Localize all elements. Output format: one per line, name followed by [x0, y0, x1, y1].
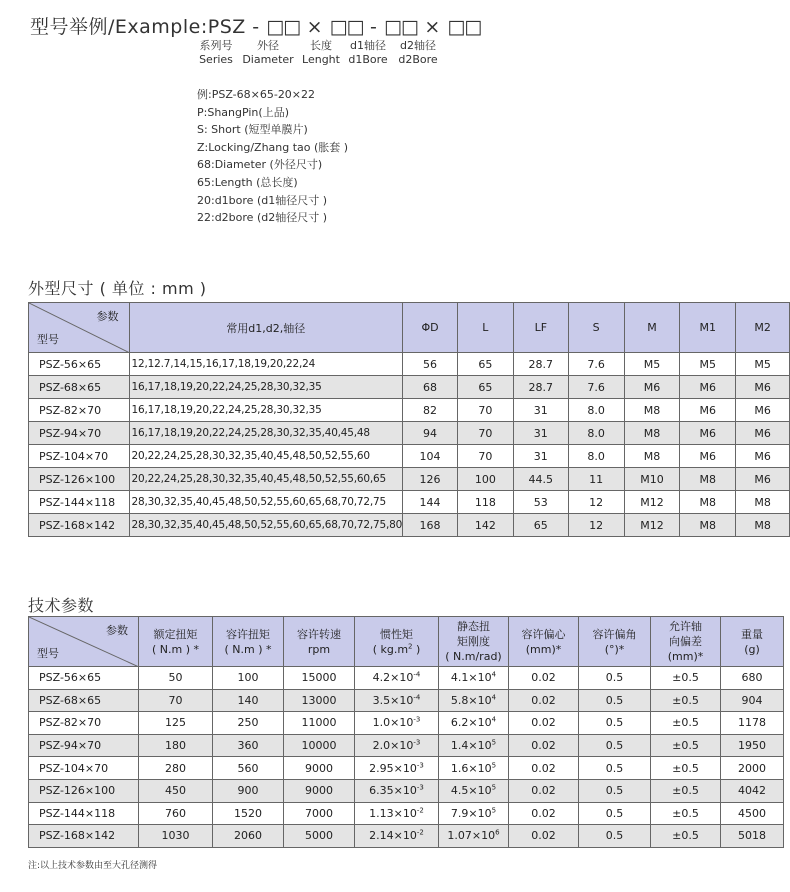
diameter-placeholder: □□ [266, 16, 301, 38]
model-cell: PSZ-56×65 [29, 667, 139, 690]
bore-sizes-cell: 16,17,18,19,20,22,24,25,28,30,32,35 [129, 399, 403, 422]
value-mantissa: 2.14×10 [369, 829, 417, 843]
diameter-cell: 168 [403, 514, 458, 537]
m-cell: M12 [624, 491, 680, 514]
bore-sizes-cell: 28,30,32,35,40,45,48,50,52,55,60,65,68,70,72,75 [129, 491, 403, 514]
stiffness-cell [439, 667, 509, 690]
hdr-unit: ( kg.m [372, 642, 409, 656]
col-diameter: ΦD [403, 303, 458, 353]
stiffness-cell [439, 802, 509, 825]
angle-cell: 0.5 [579, 712, 651, 735]
hdr-line [355, 642, 438, 657]
table-row [29, 468, 790, 491]
speed-cell: 13000 [284, 689, 355, 712]
speed-cell: 9000 [284, 779, 355, 802]
m2-cell: M8 [736, 514, 790, 537]
hdr-line: 容许偏角 [592, 627, 637, 641]
m-cell: M5 [624, 353, 680, 376]
table-row [29, 491, 790, 514]
allow-torque-cell: 900 [213, 779, 284, 802]
value-mantissa: 4.2×10 [372, 671, 414, 685]
dimensions-table [28, 302, 790, 537]
col-allow-torque [213, 617, 284, 667]
eccentricity-cell: 0.02 [509, 779, 579, 802]
col-bores: 常用d1,d2,轴径 [129, 303, 403, 353]
m-cell: M6 [624, 376, 680, 399]
col-axial [651, 617, 721, 667]
lf-cell: 28.7 [513, 353, 568, 376]
rated-torque-cell: 450 [139, 779, 213, 802]
table-row [29, 445, 790, 468]
hdr-line: (°)* [604, 642, 625, 656]
hdr-line: ( N.m/rad) [445, 650, 502, 663]
model-cell: PSZ-82×70 [29, 399, 130, 422]
table-row [29, 514, 790, 537]
angle-cell: 0.5 [579, 667, 651, 690]
col-m1: M1 [680, 303, 736, 353]
example-prefix: 型号举例/Example:PSZ - [30, 16, 267, 38]
stiffness-cell [439, 689, 509, 712]
s-cell: 8.0 [568, 422, 624, 445]
length-cell: 142 [457, 514, 513, 537]
weight-cell: 1178 [721, 712, 784, 735]
speed-cell: 5000 [284, 825, 355, 848]
hdr-line: 重量 [741, 627, 763, 641]
note-line: P:ShangPin(上品) [197, 105, 289, 119]
m-cell: M8 [624, 399, 680, 422]
note-line: 20:d1bore (d1轴径尺寸 ) [197, 193, 328, 207]
stiffness-cell [439, 779, 509, 802]
col-eccentricity [509, 617, 579, 667]
s-cell: 8.0 [568, 399, 624, 422]
eccentricity-cell: 0.02 [509, 734, 579, 757]
angle-cell: 0.5 [579, 802, 651, 825]
hdr-line: 向偏差 [669, 635, 702, 648]
label-length [298, 39, 344, 67]
note-line: 65:Length (总长度) [197, 175, 298, 189]
model-cell: PSZ-94×70 [29, 422, 130, 445]
corner-header [29, 617, 139, 667]
stiffness-cell [439, 734, 509, 757]
speed-cell: 15000 [284, 667, 355, 690]
inertia-cell [355, 779, 439, 802]
lf-cell: 28.7 [513, 376, 568, 399]
m1-cell: M6 [680, 445, 736, 468]
corner-model: 型号 [37, 333, 59, 346]
allow-torque-cell: 140 [213, 689, 284, 712]
example-notes [197, 86, 348, 227]
table-row [29, 712, 784, 735]
label-diameter-cn: 外径 [257, 39, 279, 52]
m1-cell: M6 [680, 422, 736, 445]
m2-cell: M5 [736, 353, 790, 376]
value-exponent: -3 [413, 715, 421, 724]
hdr-line: 容许偏心 [521, 627, 566, 641]
length-cell: 70 [457, 399, 513, 422]
table-row [29, 779, 784, 802]
dimensions-body [29, 353, 790, 537]
speed-cell: 7000 [284, 802, 355, 825]
axial-cell: ±0.5 [651, 667, 721, 690]
lf-cell: 65 [513, 514, 568, 537]
angle-cell: 0.5 [579, 779, 651, 802]
lf-cell: 31 [513, 399, 568, 422]
model-cell: PSZ-168×142 [29, 825, 139, 848]
eccentricity-cell: 0.02 [509, 757, 579, 780]
axial-cell: ±0.5 [651, 757, 721, 780]
col-m2: M2 [736, 303, 790, 353]
hdr-line: ( N.m ) * [151, 642, 199, 656]
value-mantissa: 6.2×10 [450, 716, 492, 730]
hdr-unit-close: ) [412, 642, 421, 656]
eccentricity-cell: 0.02 [509, 802, 579, 825]
model-cell: PSZ-94×70 [29, 734, 139, 757]
m2-cell: M6 [736, 376, 790, 399]
allow-torque-cell: 360 [213, 734, 284, 757]
hdr-line: 额定扭矩 [153, 627, 198, 641]
label-series [196, 39, 236, 67]
model-cell: PSZ-126×100 [29, 468, 130, 491]
length-cell: 65 [457, 353, 513, 376]
col-m: M [624, 303, 680, 353]
label-d2 [394, 39, 442, 67]
d2-placeholder: □□ [447, 16, 482, 38]
label-length-en: Lenght [302, 53, 340, 66]
model-cell: PSZ-144×118 [29, 491, 130, 514]
weight-cell: 2000 [721, 757, 784, 780]
weight-cell: 4042 [721, 779, 784, 802]
example-labels [0, 39, 790, 73]
m-cell: M10 [624, 468, 680, 491]
value-mantissa: 1.07×10 [447, 829, 496, 843]
speed-cell: 9000 [284, 757, 355, 780]
model-cell: PSZ-104×70 [29, 445, 130, 468]
length-placeholder: □□ [329, 16, 364, 38]
stiffness-cell [439, 712, 509, 735]
hdr-line: rpm [307, 642, 331, 656]
hdr-line: (mm)* [525, 642, 562, 656]
s-cell: 8.0 [568, 445, 624, 468]
m1-cell: M6 [680, 399, 736, 422]
weight-cell: 1950 [721, 734, 784, 757]
model-cell: PSZ-68×65 [29, 689, 139, 712]
eccentricity-cell: 0.02 [509, 689, 579, 712]
m2-cell: M6 [736, 445, 790, 468]
label-diameter [240, 39, 296, 67]
model-cell: PSZ-144×118 [29, 802, 139, 825]
times-sign: × [417, 16, 448, 38]
axial-cell: ±0.5 [651, 712, 721, 735]
inertia-cell [355, 825, 439, 848]
lf-cell: 31 [513, 445, 568, 468]
table-row [29, 757, 784, 780]
dimensions-title: 外型尺寸 ( 单位 : mm ) [28, 279, 207, 298]
table-row [29, 689, 784, 712]
note-line: 68:Diameter (外径尺寸) [197, 158, 323, 172]
angle-cell: 0.5 [579, 757, 651, 780]
table-row [29, 667, 784, 690]
d1-placeholder: □□ [383, 16, 418, 38]
table-row [29, 825, 784, 848]
diameter-cell: 68 [403, 376, 458, 399]
hdr-line: 允许轴 [669, 620, 702, 633]
bore-sizes-cell: 20,22,24,25,28,30,32,35,40,45,48,50,52,55,60,65 [129, 468, 403, 491]
value-exponent: 6 [495, 828, 500, 837]
model-cell: PSZ-56×65 [29, 353, 130, 376]
corner-model: 型号 [37, 647, 59, 660]
axial-cell: ±0.5 [651, 734, 721, 757]
hdr-line: ( N.m ) * [224, 642, 272, 656]
stiffness-cell [439, 757, 509, 780]
rated-torque-cell: 1030 [139, 825, 213, 848]
times-sign: × [300, 16, 330, 38]
weight-cell: 680 [721, 667, 784, 690]
m1-cell: M8 [680, 491, 736, 514]
table-row [29, 399, 790, 422]
value-mantissa: 4.1×10 [450, 671, 492, 685]
value-mantissa: 5.8×10 [450, 693, 492, 707]
angle-cell: 0.5 [579, 689, 651, 712]
inertia-cell [355, 689, 439, 712]
label-d2-en: d2Bore [398, 53, 438, 66]
col-inertia [355, 617, 439, 667]
note-line: Z:Locking/Zhang tao (胀套 ) [197, 140, 349, 154]
diameter-cell: 56 [403, 353, 458, 376]
speed-cell: 10000 [284, 734, 355, 757]
hdr-line: 矩刚度 [457, 635, 490, 648]
eccentricity-cell: 0.02 [509, 667, 579, 690]
m2-cell: M6 [736, 399, 790, 422]
m1-cell: M6 [680, 376, 736, 399]
col-angle [579, 617, 651, 667]
model-cell: PSZ-82×70 [29, 712, 139, 735]
lf-cell: 44.5 [513, 468, 568, 491]
model-cell: PSZ-104×70 [29, 757, 139, 780]
col-length: L [457, 303, 513, 353]
diameter-cell: 104 [403, 445, 458, 468]
allow-torque-cell: 1520 [213, 802, 284, 825]
value-exponent: 5 [491, 783, 497, 792]
table-row [29, 422, 790, 445]
allow-torque-cell: 100 [213, 667, 284, 690]
value-mantissa: 2.95×10 [369, 761, 417, 775]
weight-cell: 5018 [721, 825, 784, 848]
hdr-line: 容许扭矩 [226, 627, 270, 641]
label-d1-cn: d1轴径 [350, 39, 386, 52]
lf-cell: 31 [513, 422, 568, 445]
rated-torque-cell: 125 [139, 712, 213, 735]
m2-cell: M6 [736, 422, 790, 445]
m-cell: M12 [624, 514, 680, 537]
label-d1 [346, 39, 390, 67]
angle-cell: 0.5 [579, 734, 651, 757]
s-cell: 12 [568, 491, 624, 514]
hdr-line: 静态扭 [457, 620, 490, 633]
angle-cell: 0.5 [579, 825, 651, 848]
corner-param: 参数 [96, 310, 119, 323]
eccentricity-cell: 0.02 [509, 712, 579, 735]
length-cell: 118 [457, 491, 513, 514]
value-exponent: -3 [416, 783, 424, 792]
value-exponent: -3 [413, 738, 421, 747]
value-exponent: 5 [491, 761, 497, 770]
axial-cell: ±0.5 [651, 779, 721, 802]
inertia-cell [355, 712, 439, 735]
inertia-cell [355, 734, 439, 757]
value-mantissa: 2.0×10 [372, 739, 414, 753]
table-row [29, 734, 784, 757]
allow-torque-cell: 250 [213, 712, 284, 735]
inertia-cell [355, 667, 439, 690]
stiffness-cell [439, 825, 509, 848]
col-speed [284, 617, 355, 667]
col-s: S [568, 303, 624, 353]
col-weight [721, 617, 784, 667]
speed-cell: 11000 [284, 712, 355, 735]
value-exponent: 5 [491, 806, 497, 815]
value-mantissa: 1.0×10 [372, 716, 414, 730]
axial-cell: ±0.5 [651, 689, 721, 712]
hdr-line: 惯性矩 [380, 627, 413, 641]
value-mantissa: 1.13×10 [369, 806, 417, 820]
tech-title: 技术参数 [28, 596, 95, 615]
rated-torque-cell: 180 [139, 734, 213, 757]
hdr-line: (mm)* [667, 650, 704, 663]
value-exponent: -2 [416, 828, 424, 837]
hdr-sup: 2 [408, 641, 413, 650]
s-cell: 12 [568, 514, 624, 537]
corner-header [29, 303, 130, 353]
note-line: S: Short (短型单膜片) [197, 123, 308, 137]
bore-sizes-cell: 16,17,18,19,20,22,24,25,28,30,32,35,40,45,48 [129, 422, 403, 445]
allow-torque-cell: 2060 [213, 825, 284, 848]
m1-cell: M5 [680, 353, 736, 376]
label-length-cn: 长度 [310, 39, 332, 52]
col-stiffness [439, 617, 509, 667]
length-cell: 70 [457, 445, 513, 468]
m2-cell: M8 [736, 491, 790, 514]
m1-cell: M8 [680, 468, 736, 491]
inertia-cell [355, 802, 439, 825]
length-cell: 100 [457, 468, 513, 491]
model-cell: PSZ-168×142 [29, 514, 130, 537]
bore-sizes-cell: 28,30,32,35,40,45,48,50,52,55,60,65,68,70,72,75,80 [129, 514, 403, 537]
m-cell: M8 [624, 445, 680, 468]
value-mantissa: 1.4×10 [450, 739, 492, 753]
tech-body [29, 667, 784, 848]
diameter-cell: 82 [403, 399, 458, 422]
weight-cell: 4500 [721, 802, 784, 825]
bore-sizes-cell: 12,12.7,14,15,16,17,18,19,20,22,24 [129, 353, 403, 376]
table-row [29, 353, 790, 376]
value-exponent: -3 [416, 761, 424, 770]
eccentricity-cell: 0.02 [509, 825, 579, 848]
hdr-line: (g) [744, 642, 760, 656]
bore-sizes-cell: 20,22,24,25,28,30,32,35,40,45,48,50,52,55,60 [129, 445, 403, 468]
note-line: 22:d2bore (d2轴径尺寸 ) [197, 211, 328, 225]
footnote: 注:以上技术参数由至大孔径测得 [28, 861, 158, 871]
table-row [29, 802, 784, 825]
diameter-cell: 126 [403, 468, 458, 491]
bore-sizes-cell: 16,17,18,19,20,22,24,25,28,30,32,35 [129, 376, 403, 399]
value-exponent: -2 [416, 806, 424, 815]
table-row [29, 376, 790, 399]
diameter-cell: 144 [403, 491, 458, 514]
length-cell: 70 [457, 422, 513, 445]
value-mantissa: 4.5×10 [450, 784, 492, 798]
value-exponent: 5 [491, 738, 497, 747]
label-series-cn: 系列号 [199, 39, 233, 52]
hdr-line: 容许转速 [297, 627, 341, 641]
allow-torque-cell: 560 [213, 757, 284, 780]
value-exponent: -4 [413, 670, 421, 679]
m1-cell: M8 [680, 514, 736, 537]
tech-table [28, 616, 784, 848]
s-cell: 11 [568, 468, 624, 491]
lf-cell: 53 [513, 491, 568, 514]
diameter-cell: 94 [403, 422, 458, 445]
col-rated-torque [139, 617, 213, 667]
axial-cell: ±0.5 [651, 802, 721, 825]
value-exponent: -4 [413, 693, 421, 702]
m2-cell: M6 [736, 468, 790, 491]
label-diameter-en: Diameter [242, 53, 294, 66]
s-cell: 7.6 [568, 376, 624, 399]
rated-torque-cell: 70 [139, 689, 213, 712]
label-d2-cn: d2轴径 [400, 39, 436, 52]
value-exponent: 4 [491, 670, 497, 679]
label-series-en: Series [199, 53, 233, 66]
col-lf: LF [513, 303, 568, 353]
value-mantissa: 1.6×10 [450, 761, 492, 775]
rated-torque-cell: 50 [139, 667, 213, 690]
corner-param: 参数 [106, 624, 128, 637]
value-mantissa: 3.5×10 [372, 693, 414, 707]
note-line: 例:PSZ-68×65-20×22 [197, 88, 316, 101]
rated-torque-cell: 280 [139, 757, 213, 780]
axial-cell: ±0.5 [651, 825, 721, 848]
inertia-cell [355, 757, 439, 780]
value-mantissa: 7.9×10 [450, 806, 492, 820]
value-exponent: 4 [491, 715, 497, 724]
rated-torque-cell: 760 [139, 802, 213, 825]
model-cell: PSZ-126×100 [29, 779, 139, 802]
value-mantissa: 6.35×10 [369, 784, 417, 798]
length-cell: 65 [457, 376, 513, 399]
m-cell: M8 [624, 422, 680, 445]
weight-cell: 904 [721, 689, 784, 712]
example-title [30, 12, 481, 39]
label-d1-en: d1Bore [348, 53, 388, 66]
s-cell: 7.6 [568, 353, 624, 376]
dash-sign: - [363, 16, 384, 38]
value-exponent: 4 [491, 693, 497, 702]
model-cell: PSZ-68×65 [29, 376, 130, 399]
